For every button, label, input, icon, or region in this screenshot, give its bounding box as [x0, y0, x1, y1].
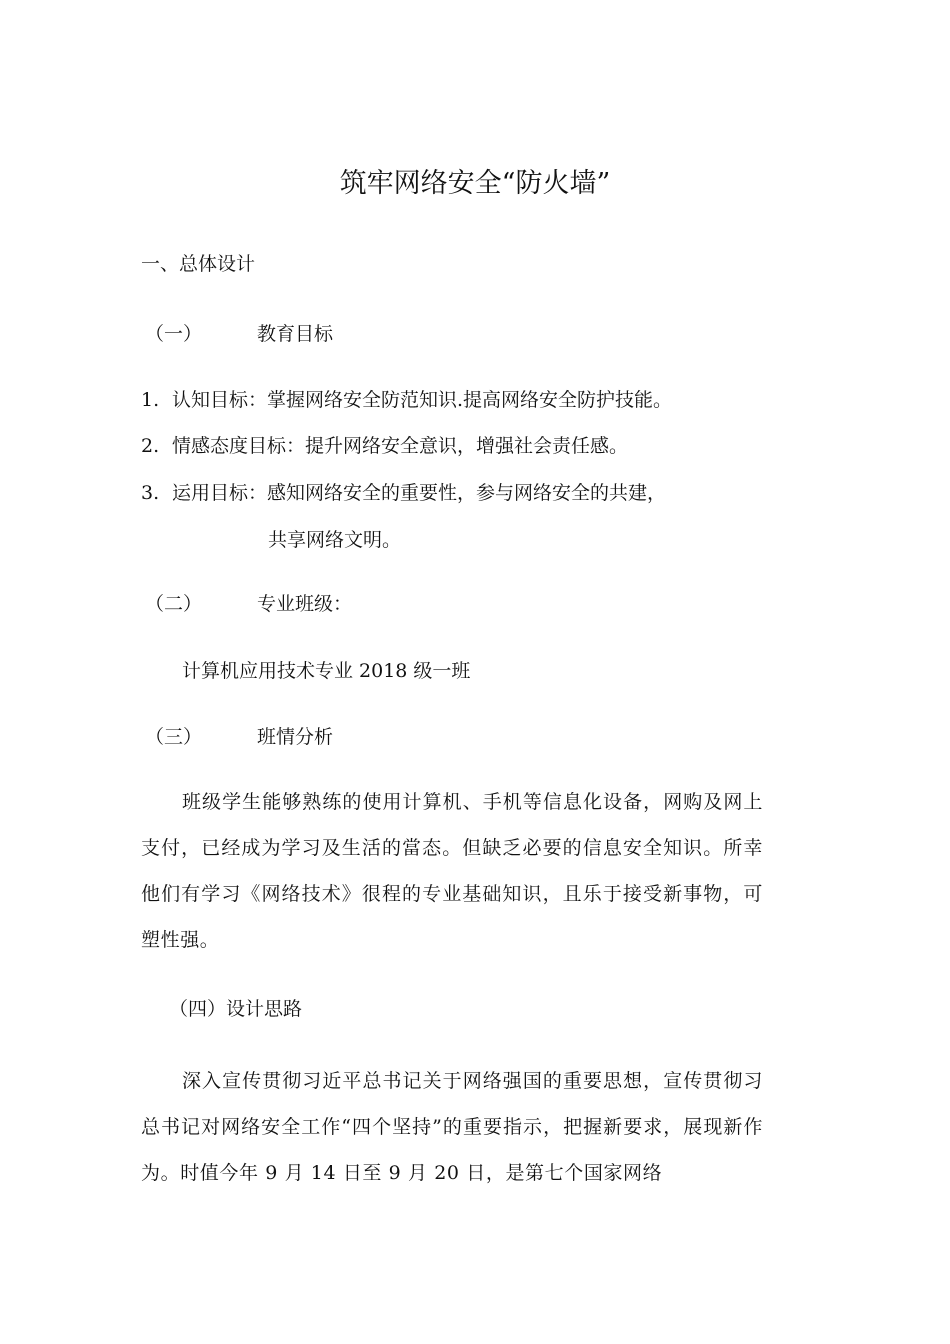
- subsection-number-1: （一）: [145, 323, 203, 345]
- list-item-cognitive-goal: 认知目标：掌握网络安全防范知识.提高网络安全防护技能。: [172, 389, 673, 411]
- section-heading-overall-design: 一、总体设计: [141, 253, 256, 275]
- class-analysis-paragraph: 班级学生能够熟练的使用计算机、手机等信息化设备，网购及网上支付，已经成为学习及生活的當态。但缺乏必要的信息安全知识。所幸他们有学习《网络技术》很程的专业基础知识，且乐于接受新事物，可塑性强。: [141, 791, 763, 951]
- list-item-application-goal: 运用目标：感知网络安全的重要性，参与网络安全的共建，: [172, 482, 667, 504]
- document-title: 筑牢网络安全“防火墙”: [339, 168, 611, 199]
- list-item-number-1: 1.: [141, 389, 160, 411]
- subsection-label-education-goals: 教育目标: [257, 323, 334, 345]
- subsection-number-2: （二）: [145, 593, 203, 615]
- subsection-label-class-analysis: 班情分析: [257, 726, 334, 748]
- subsection-number-3: （三）: [145, 726, 203, 748]
- list-item-emotional-goal: 情感态度目标：提升网络安全意识，增强社会责任感。: [172, 435, 629, 457]
- subsection-heading-design-approach: （四）设计思路: [169, 998, 303, 1020]
- list-item-number-2: 2.: [141, 435, 160, 457]
- subsection-label-major-class: 专业班级：: [257, 593, 353, 615]
- design-approach-paragraph: 深入宣传贯彻习近平总书记关于网络强国的重要思想，宣传贯彻习总书记对网络安全工作“四个坚持”的重要指示，把握新要求，展现新作为。时值今年 9 月 14 日至 9 月 20 日，是第七个国家网络: [141, 1070, 763, 1184]
- list-item-number-3: 3.: [141, 482, 160, 504]
- major-class-content: 计算机应用技术专业 2018 级一班: [182, 660, 471, 682]
- list-item-application-goal-continuation: 共享网络文明。: [268, 529, 402, 551]
